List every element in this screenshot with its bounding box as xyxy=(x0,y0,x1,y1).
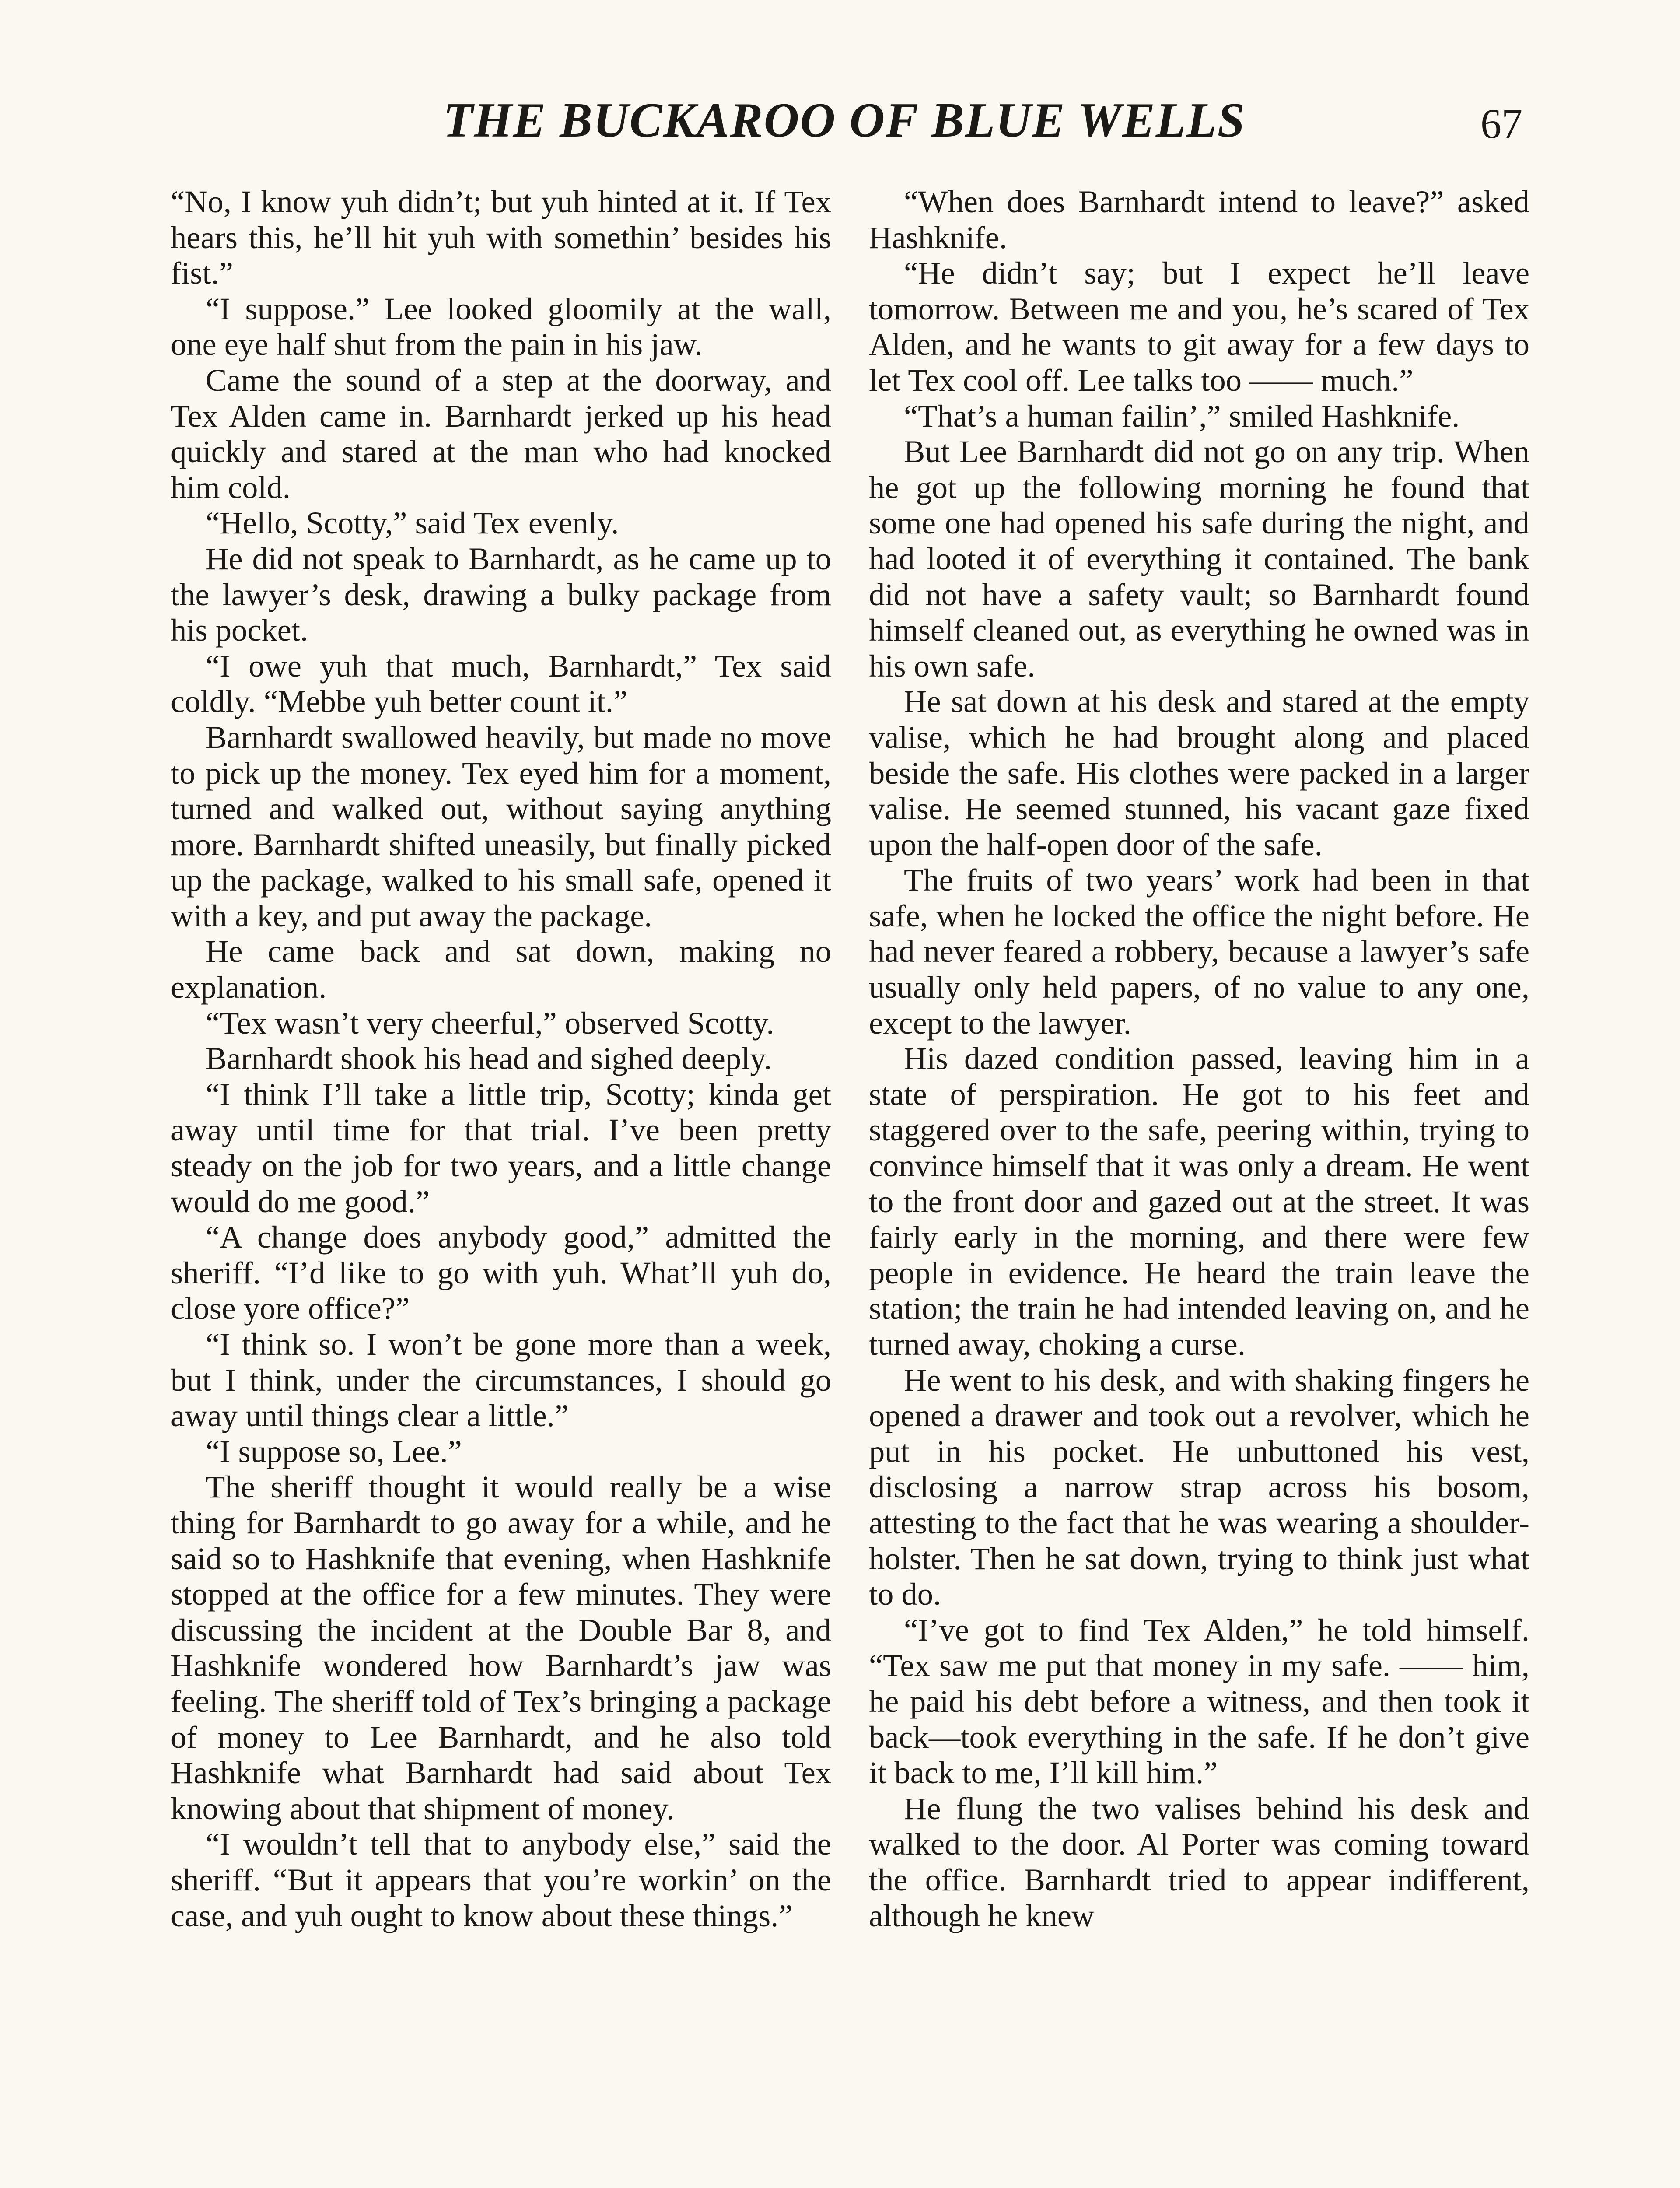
right-column xyxy=(869,184,1530,2188)
paragraph: He flung the two valises behind his desk and walked to the door. Al Porter was coming toward the office. Barnhardt tried to appear indifferent, although he knew xyxy=(869,1790,1530,1933)
paragraph: “I think I’ll take a little trip, Scotty; kinda get away until time for that trial. I’ve been pretty steady on the job for two years, and a little change would do me good.” xyxy=(171,1076,831,1219)
paragraph: “That’s a human failin’,” smiled Hashknife. xyxy=(904,398,1460,434)
paragraph: The fruits of two years’ work had been in that safe, when he locked the office the night before. He had never feared a robbery, because a lawyer’s safe usually only held papers, of no value to any one, except to the lawyer. xyxy=(869,862,1530,1041)
paragraph: Came the sound of a step at the doorway, and Tex Alden came in. Barnhardt jerked up his head quickly and stared at the man who had knocked him cold. xyxy=(171,362,831,505)
page-header xyxy=(166,88,1522,162)
paragraph: “Hello, Scotty,” said Tex evenly. xyxy=(206,505,619,541)
paragraph: “When does Barnhardt intend to leave?” asked Hashknife. xyxy=(869,184,1530,255)
paragraph: “A change does anybody good,” admitted the sheriff. “I’d like to go with yuh. What’ll yuh do, close yore office?” xyxy=(171,1219,831,1326)
left-column xyxy=(171,184,831,2188)
paragraph: Barnhardt shook his head and sighed deeply. xyxy=(206,1041,772,1076)
paragraph: The sheriff thought it would really be a wise thing for Barnhardt to go away for a while, and he said so to Hashknife that evening, when Hashknife stopped at the office for a few minutes. They were discussing the incident at the Double Bar 8, and Hashknife wondered how Barnhardt’s jaw was feeling. The sheriff told of Tex’s bringing a package of money to Lee Barnhardt, and he also told Hashknife what Barnhardt had said about Tex knowing about that shipment of money. xyxy=(171,1469,831,1826)
paragraph: But Lee Barnhardt did not go on any trip. When he got up the following morning he found that some one had opened his safe during the night, and had looted it of everything it contained. The bank did not have a safety vault; so Barnhardt found himself cleaned out, as everything he owned was in his own safe. xyxy=(869,434,1530,684)
paragraph: He went to his desk, and with shaking fingers he opened a drawer and took out a revolver, which he put in his pocket. He unbuttoned his vest, disclosing a narrow strap across his bosom, attesting to the fact that he was wearing a shoulder-holster. Then he sat down, trying to think just what to do. xyxy=(869,1362,1530,1612)
paragraph: He sat down at his desk and stared at the empty valise, which he had brought along and placed beside the safe. His clothes were packed in a larger valise. He seemed stunned, his vacant gaze fixed upon the half-open door of the safe. xyxy=(869,684,1530,862)
paragraph: “I wouldn’t tell that to anybody else,” said the sheriff. “But it appears that you’re workin’ on the case, and yuh ought to know about these things.” xyxy=(171,1826,831,1933)
paragraph: “Tex wasn’t very cheerful,” observed Scotty. xyxy=(206,1005,774,1041)
paragraph: “I suppose so, Lee.” xyxy=(206,1433,462,1469)
paragraph: “I suppose.” Lee looked gloomily at the wall, one eye half shut from the pain in his jaw. xyxy=(171,291,831,362)
paragraph: “I think so. I won’t be gone more than a week, but I think, under the circumstances, I should go away until things clear a little.” xyxy=(171,1326,831,1434)
page-number: 67 xyxy=(1480,100,1522,147)
paragraph: He came back and sat down, making no explanation. xyxy=(171,933,831,1005)
paragraph: “I owe yuh that much, Barnhardt,” Tex said coldly. “Mebbe yuh better count it.” xyxy=(171,648,831,719)
paragraph: He did not speak to Barnhardt, as he came up to the lawyer’s desk, drawing a bulky package from his pocket. xyxy=(171,540,831,648)
paragraph: His dazed condition passed, leaving him in a state of perspiration. He got to his feet and staggered over to the safe, peering within, trying to convince himself that it was only a dream. He went to the front door and gazed out at the street. It was fairly early in the morning, and there were few people in evidence. He heard the train leave the station; the train he had intended leaving on, and he turned away, choking a curse. xyxy=(869,1041,1530,1362)
story-title: THE BUCKAROO OF BLUE WELLS xyxy=(443,93,1246,147)
paragraph: “He didn’t say; but I expect he’ll leave tomorrow. Between me and you, he’s scared of Tex Alden, and he wants to git away for a few days to let Tex cool off. Lee talks too —— much.” xyxy=(869,255,1530,398)
paragraph: “I’ve got to find Tex Alden,” he told himself. “Tex saw me put that money in my safe. —— him, he paid his debt before a witness, and then took it back—took everything in the safe. If he don’t give it back to me, I’ll kill him.” xyxy=(869,1612,1530,1791)
paragraph: Barnhardt swallowed heavily, but made no move to pick up the money. Tex eyed him for a moment, turned and walked out, without saying anything more. Barnhardt shifted uneasily, but finally picked up the package, walked to his small safe, opened it with a key, and put away the package. xyxy=(171,719,831,933)
paragraph: “No, I know yuh didn’t; but yuh hinted at it. If Tex hears this, he’ll hit yuh with somethin’ besides his fist.” xyxy=(171,184,831,291)
